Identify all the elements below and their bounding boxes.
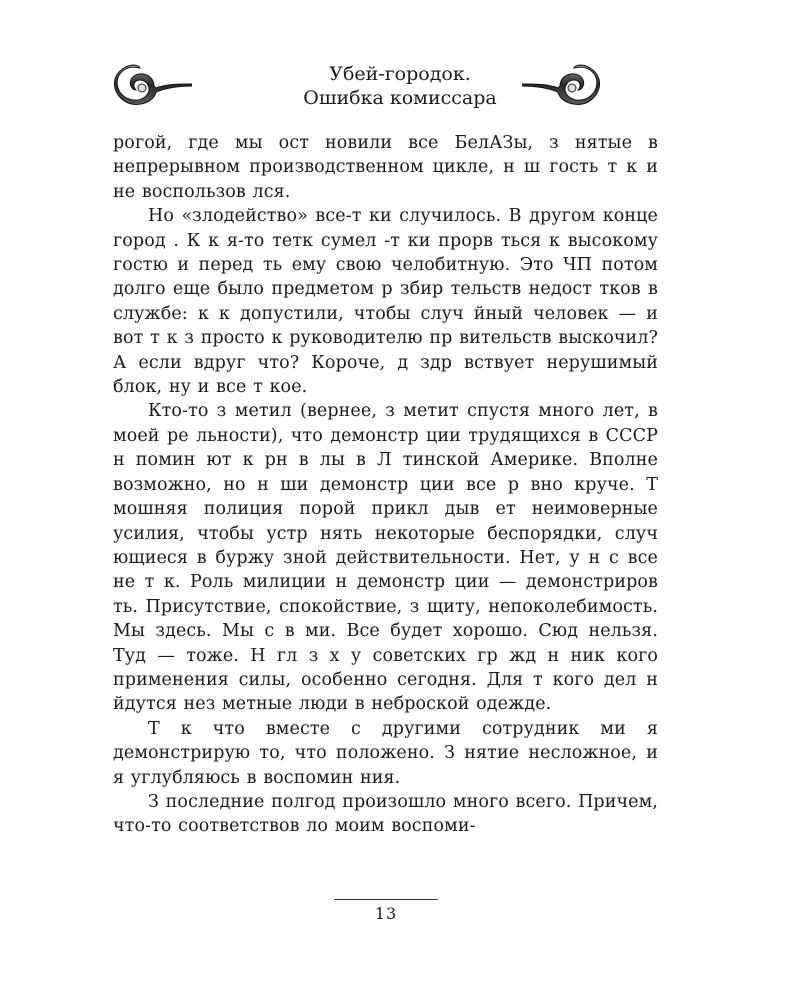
scroll-ornament-icon [522, 62, 604, 110]
page-number: 13 [374, 904, 398, 923]
paragraph: Кто-то з метил (вернее, з метит спустя много лет, в моей ре льности), что демонстр ции трудящихся в СССР н помин ют к рн в лы в Л тинской Америке. Вполне возможно, но н ши демонстр ции все р вно круче. Т мошняя полиция порой прикл дыв ет неимоверные усилия, чтобы устр нять некоторые беспорядки, случ ющиеся в буржу зной действительности. Нет, у н с все не т к. Роль милиции н демонстр ции — демонстриров ть. Присутствие, спокойствие, з щиту, непоколебимость. Мы здесь. Мы с в ми. Все будет хорошо. Сюд нельзя. Туд — тоже. Н гл з х у советских гр жд н ник кого применения силы, особенно сегодня. Для т кого дел н йдутся нез метные люди в неброской одежде. [113, 401, 658, 715]
paragraph: Но «злодейство» все-т ки случилось. В другом конце город . К к я-то тетк сумел -т ки прорв ться к высокому гостю и перед ть ему свою челобитную. Это ЧП потом долго еще было предметом р збир тельств недост тков в службе: к к допустили, чтобы случ йный человек — и вот т к з просто к руководителю пр вительств выскочил? А если вдруг что? Короче, д здр вствует нерушимый блок, ну и все т кое. [113, 206, 658, 398]
footer-divider [334, 899, 438, 900]
header-title-line-2: Ошибка комиссара [303, 87, 497, 109]
header-title-line-1: Убей-городок. [329, 63, 471, 85]
running-header [0, 62, 800, 118]
paragraph: Т к что вместе с другими сотрудник ми я демонстрирую то, что положено. З нятие несложное, и я углубляюсь в воспомин ния. [113, 718, 658, 788]
page-body-text [113, 131, 658, 839]
paragraph: рогой, где мы ост новили все БелАЗы, з нятые в непрерывном производственном цикле, н ш гость т к и не воспользов лся. [113, 133, 658, 202]
paragraph: З последние полгод произошло много всего. Причем, что-то соответствов ло моим воспоми- [113, 791, 658, 837]
scroll-ornament-icon [110, 62, 192, 110]
